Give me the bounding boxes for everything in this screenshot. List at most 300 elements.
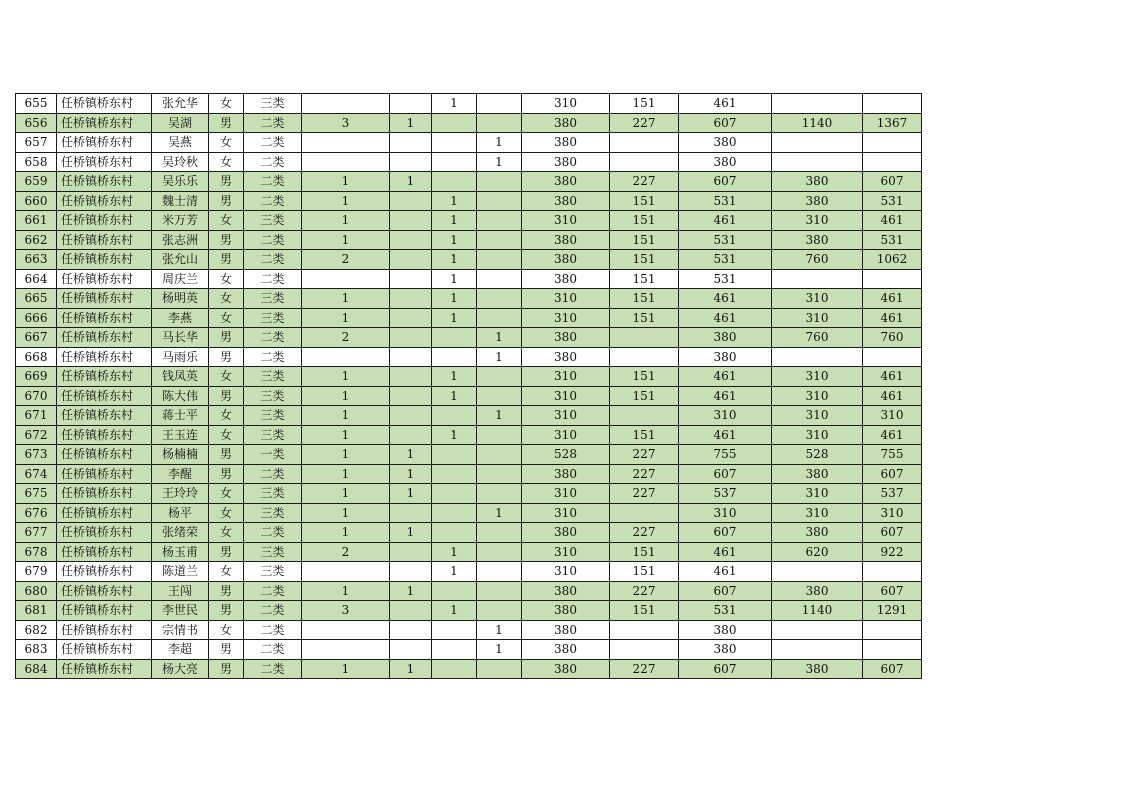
count-cell-1[interactable]: 1 [302, 523, 390, 543]
row-number-cell[interactable]: 665 [16, 289, 57, 309]
count-cell-2[interactable]: 1 [390, 523, 432, 543]
amount-cell-5[interactable] [863, 133, 922, 153]
count-cell-1[interactable]: 1 [302, 445, 390, 465]
amount-cell-5[interactable]: 531 [863, 230, 922, 250]
count-cell-1[interactable]: 2 [302, 328, 390, 348]
count-cell-4[interactable]: 1 [477, 133, 522, 153]
category-cell[interactable]: 二类 [244, 620, 302, 640]
count-cell-2[interactable] [390, 250, 432, 270]
village-cell[interactable]: 任桥镇桥东村 [57, 113, 152, 133]
row-number-cell[interactable]: 662 [16, 230, 57, 250]
amount-cell-2[interactable]: 151 [610, 386, 679, 406]
amount-cell-3[interactable]: 607 [679, 523, 772, 543]
amount-cell-1[interactable]: 310 [522, 386, 610, 406]
count-cell-3[interactable] [432, 659, 477, 679]
amount-cell-4[interactable]: 380 [772, 581, 863, 601]
count-cell-1[interactable]: 3 [302, 113, 390, 133]
amount-cell-5[interactable]: 922 [863, 542, 922, 562]
name-cell[interactable]: 李醒 [152, 464, 209, 484]
amount-cell-4[interactable]: 310 [772, 289, 863, 309]
amount-cell-2[interactable] [610, 503, 679, 523]
village-cell[interactable]: 任桥镇桥东村 [57, 230, 152, 250]
amount-cell-1[interactable]: 380 [522, 581, 610, 601]
name-cell[interactable]: 魏士清 [152, 191, 209, 211]
count-cell-3[interactable]: 1 [432, 308, 477, 328]
count-cell-3[interactable] [432, 133, 477, 153]
name-cell[interactable]: 杨楠楠 [152, 445, 209, 465]
name-cell[interactable]: 杨平 [152, 503, 209, 523]
amount-cell-1[interactable]: 310 [522, 484, 610, 504]
amount-cell-4[interactable]: 380 [772, 659, 863, 679]
village-cell[interactable]: 任桥镇桥东村 [57, 191, 152, 211]
village-cell[interactable]: 任桥镇桥东村 [57, 425, 152, 445]
category-cell[interactable]: 二类 [244, 347, 302, 367]
row-number-cell[interactable]: 660 [16, 191, 57, 211]
row-number-cell[interactable]: 681 [16, 601, 57, 621]
amount-cell-1[interactable]: 380 [522, 523, 610, 543]
category-cell[interactable]: 三类 [244, 503, 302, 523]
village-cell[interactable]: 任桥镇桥东村 [57, 328, 152, 348]
count-cell-3[interactable]: 1 [432, 94, 477, 114]
village-cell[interactable]: 任桥镇桥东村 [57, 464, 152, 484]
amount-cell-5[interactable] [863, 152, 922, 172]
name-cell[interactable]: 钱凤英 [152, 367, 209, 387]
name-cell[interactable]: 吴乐乐 [152, 172, 209, 192]
amount-cell-3[interactable]: 755 [679, 445, 772, 465]
row-number-cell[interactable]: 675 [16, 484, 57, 504]
village-cell[interactable]: 任桥镇桥东村 [57, 133, 152, 153]
count-cell-3[interactable]: 1 [432, 542, 477, 562]
gender-cell[interactable]: 女 [209, 425, 244, 445]
name-cell[interactable]: 周庆兰 [152, 269, 209, 289]
gender-cell[interactable]: 男 [209, 347, 244, 367]
row-number-cell[interactable]: 683 [16, 640, 57, 660]
amount-cell-3[interactable]: 607 [679, 172, 772, 192]
gender-cell[interactable]: 男 [209, 230, 244, 250]
count-cell-3[interactable] [432, 484, 477, 504]
name-cell[interactable]: 吴湖 [152, 113, 209, 133]
amount-cell-5[interactable]: 760 [863, 328, 922, 348]
amount-cell-2[interactable]: 227 [610, 464, 679, 484]
amount-cell-1[interactable]: 310 [522, 308, 610, 328]
amount-cell-5[interactable]: 755 [863, 445, 922, 465]
count-cell-4[interactable] [477, 269, 522, 289]
amount-cell-3[interactable]: 310 [679, 406, 772, 426]
gender-cell[interactable]: 女 [209, 503, 244, 523]
count-cell-1[interactable]: 1 [302, 308, 390, 328]
name-cell[interactable]: 蒋士平 [152, 406, 209, 426]
gender-cell[interactable]: 女 [209, 484, 244, 504]
count-cell-2[interactable] [390, 328, 432, 348]
amount-cell-1[interactable]: 380 [522, 230, 610, 250]
count-cell-2[interactable]: 1 [390, 445, 432, 465]
amount-cell-3[interactable]: 380 [679, 328, 772, 348]
count-cell-1[interactable]: 2 [302, 542, 390, 562]
count-cell-3[interactable]: 1 [432, 230, 477, 250]
village-cell[interactable]: 任桥镇桥东村 [57, 250, 152, 270]
row-number-cell[interactable]: 669 [16, 367, 57, 387]
amount-cell-4[interactable]: 380 [772, 172, 863, 192]
name-cell[interactable]: 张志洲 [152, 230, 209, 250]
count-cell-3[interactable]: 1 [432, 191, 477, 211]
count-cell-2[interactable] [390, 289, 432, 309]
amount-cell-2[interactable]: 151 [610, 425, 679, 445]
category-cell[interactable]: 三类 [244, 562, 302, 582]
amount-cell-5[interactable]: 607 [863, 523, 922, 543]
count-cell-1[interactable] [302, 133, 390, 153]
count-cell-2[interactable]: 1 [390, 581, 432, 601]
count-cell-4[interactable] [477, 562, 522, 582]
row-number-cell[interactable]: 679 [16, 562, 57, 582]
count-cell-2[interactable]: 1 [390, 172, 432, 192]
amount-cell-1[interactable]: 310 [522, 562, 610, 582]
count-cell-3[interactable] [432, 620, 477, 640]
count-cell-3[interactable] [432, 640, 477, 660]
amount-cell-3[interactable]: 531 [679, 250, 772, 270]
count-cell-4[interactable] [477, 445, 522, 465]
amount-cell-5[interactable]: 310 [863, 503, 922, 523]
count-cell-4[interactable] [477, 425, 522, 445]
amount-cell-4[interactable]: 310 [772, 386, 863, 406]
amount-cell-2[interactable]: 151 [610, 562, 679, 582]
count-cell-1[interactable]: 1 [302, 367, 390, 387]
count-cell-3[interactable]: 1 [432, 562, 477, 582]
amount-cell-3[interactable]: 607 [679, 581, 772, 601]
count-cell-3[interactable]: 1 [432, 425, 477, 445]
name-cell[interactable]: 张允华 [152, 94, 209, 114]
gender-cell[interactable]: 女 [209, 94, 244, 114]
gender-cell[interactable]: 男 [209, 172, 244, 192]
amount-cell-4[interactable]: 1140 [772, 113, 863, 133]
count-cell-1[interactable]: 1 [302, 289, 390, 309]
count-cell-4[interactable]: 1 [477, 347, 522, 367]
village-cell[interactable]: 任桥镇桥东村 [57, 308, 152, 328]
count-cell-2[interactable] [390, 347, 432, 367]
amount-cell-1[interactable]: 380 [522, 347, 610, 367]
row-number-cell[interactable]: 656 [16, 113, 57, 133]
count-cell-2[interactable] [390, 133, 432, 153]
amount-cell-5[interactable]: 461 [863, 289, 922, 309]
amount-cell-5[interactable]: 607 [863, 659, 922, 679]
category-cell[interactable]: 三类 [244, 542, 302, 562]
name-cell[interactable]: 陈道兰 [152, 562, 209, 582]
category-cell[interactable]: 二类 [244, 230, 302, 250]
row-number-cell[interactable]: 657 [16, 133, 57, 153]
count-cell-2[interactable] [390, 94, 432, 114]
amount-cell-4[interactable]: 760 [772, 250, 863, 270]
row-number-cell[interactable]: 674 [16, 464, 57, 484]
amount-cell-2[interactable]: 151 [610, 308, 679, 328]
count-cell-1[interactable]: 1 [302, 581, 390, 601]
count-cell-4[interactable]: 1 [477, 503, 522, 523]
amount-cell-1[interactable]: 380 [522, 620, 610, 640]
category-cell[interactable]: 三类 [244, 484, 302, 504]
count-cell-1[interactable]: 1 [302, 659, 390, 679]
count-cell-2[interactable]: 1 [390, 113, 432, 133]
amount-cell-3[interactable]: 461 [679, 289, 772, 309]
name-cell[interactable]: 张绪荣 [152, 523, 209, 543]
count-cell-3[interactable]: 1 [432, 386, 477, 406]
village-cell[interactable]: 任桥镇桥东村 [57, 484, 152, 504]
name-cell[interactable]: 李超 [152, 640, 209, 660]
count-cell-4[interactable] [477, 542, 522, 562]
category-cell[interactable]: 二类 [244, 601, 302, 621]
count-cell-1[interactable]: 3 [302, 601, 390, 621]
village-cell[interactable]: 任桥镇桥东村 [57, 640, 152, 660]
amount-cell-3[interactable]: 531 [679, 230, 772, 250]
row-number-cell[interactable]: 663 [16, 250, 57, 270]
amount-cell-4[interactable]: 528 [772, 445, 863, 465]
count-cell-3[interactable] [432, 503, 477, 523]
village-cell[interactable]: 任桥镇桥东村 [57, 581, 152, 601]
amount-cell-3[interactable]: 380 [679, 347, 772, 367]
amount-cell-2[interactable]: 227 [610, 523, 679, 543]
row-number-cell[interactable]: 680 [16, 581, 57, 601]
amount-cell-2[interactable]: 227 [610, 581, 679, 601]
amount-cell-3[interactable]: 531 [679, 191, 772, 211]
row-number-cell[interactable]: 659 [16, 172, 57, 192]
name-cell[interactable]: 宗情书 [152, 620, 209, 640]
amount-cell-5[interactable]: 537 [863, 484, 922, 504]
count-cell-2[interactable] [390, 425, 432, 445]
row-number-cell[interactable]: 677 [16, 523, 57, 543]
count-cell-4[interactable]: 1 [477, 328, 522, 348]
amount-cell-1[interactable]: 310 [522, 289, 610, 309]
count-cell-4[interactable] [477, 94, 522, 114]
name-cell[interactable]: 马长华 [152, 328, 209, 348]
amount-cell-4[interactable]: 760 [772, 328, 863, 348]
count-cell-1[interactable] [302, 640, 390, 660]
gender-cell[interactable]: 女 [209, 562, 244, 582]
row-number-cell[interactable]: 672 [16, 425, 57, 445]
amount-cell-1[interactable]: 380 [522, 464, 610, 484]
amount-cell-4[interactable] [772, 640, 863, 660]
count-cell-2[interactable]: 1 [390, 464, 432, 484]
count-cell-1[interactable] [302, 562, 390, 582]
count-cell-4[interactable] [477, 581, 522, 601]
village-cell[interactable]: 任桥镇桥东村 [57, 289, 152, 309]
amount-cell-4[interactable]: 310 [772, 308, 863, 328]
count-cell-4[interactable]: 1 [477, 152, 522, 172]
amount-cell-2[interactable]: 151 [610, 367, 679, 387]
count-cell-4[interactable] [477, 601, 522, 621]
amount-cell-1[interactable]: 380 [522, 328, 610, 348]
category-cell[interactable]: 二类 [244, 191, 302, 211]
row-number-cell[interactable]: 655 [16, 94, 57, 114]
amount-cell-3[interactable]: 380 [679, 152, 772, 172]
gender-cell[interactable]: 男 [209, 250, 244, 270]
amount-cell-5[interactable] [863, 640, 922, 660]
amount-cell-2[interactable]: 151 [610, 191, 679, 211]
category-cell[interactable]: 二类 [244, 269, 302, 289]
amount-cell-2[interactable]: 151 [610, 269, 679, 289]
count-cell-1[interactable] [302, 152, 390, 172]
amount-cell-5[interactable]: 1367 [863, 113, 922, 133]
village-cell[interactable]: 任桥镇桥东村 [57, 347, 152, 367]
count-cell-2[interactable] [390, 503, 432, 523]
amount-cell-3[interactable]: 380 [679, 620, 772, 640]
name-cell[interactable]: 张允山 [152, 250, 209, 270]
amount-cell-2[interactable] [610, 347, 679, 367]
category-cell[interactable]: 二类 [244, 250, 302, 270]
name-cell[interactable]: 米万芳 [152, 211, 209, 231]
village-cell[interactable]: 任桥镇桥东村 [57, 601, 152, 621]
amount-cell-1[interactable]: 310 [522, 503, 610, 523]
count-cell-4[interactable] [477, 250, 522, 270]
amount-cell-4[interactable] [772, 620, 863, 640]
amount-cell-2[interactable] [610, 620, 679, 640]
amount-cell-1[interactable]: 380 [522, 601, 610, 621]
count-cell-2[interactable] [390, 230, 432, 250]
category-cell[interactable]: 二类 [244, 152, 302, 172]
name-cell[interactable]: 王玲玲 [152, 484, 209, 504]
count-cell-4[interactable]: 1 [477, 406, 522, 426]
village-cell[interactable]: 任桥镇桥东村 [57, 269, 152, 289]
gender-cell[interactable]: 女 [209, 367, 244, 387]
amount-cell-4[interactable] [772, 269, 863, 289]
count-cell-2[interactable] [390, 620, 432, 640]
amount-cell-5[interactable]: 461 [863, 211, 922, 231]
village-cell[interactable]: 任桥镇桥东村 [57, 152, 152, 172]
count-cell-2[interactable] [390, 191, 432, 211]
amount-cell-4[interactable]: 380 [772, 464, 863, 484]
gender-cell[interactable]: 女 [209, 211, 244, 231]
village-cell[interactable]: 任桥镇桥东村 [57, 406, 152, 426]
count-cell-1[interactable]: 2 [302, 250, 390, 270]
amount-cell-1[interactable]: 380 [522, 659, 610, 679]
gender-cell[interactable]: 男 [209, 328, 244, 348]
amount-cell-3[interactable]: 531 [679, 269, 772, 289]
gender-cell[interactable]: 女 [209, 152, 244, 172]
count-cell-1[interactable]: 1 [302, 406, 390, 426]
amount-cell-2[interactable] [610, 406, 679, 426]
name-cell[interactable]: 李世民 [152, 601, 209, 621]
count-cell-2[interactable] [390, 269, 432, 289]
village-cell[interactable]: 任桥镇桥东村 [57, 367, 152, 387]
category-cell[interactable]: 三类 [244, 367, 302, 387]
village-cell[interactable]: 任桥镇桥东村 [57, 94, 152, 114]
gender-cell[interactable]: 女 [209, 133, 244, 153]
count-cell-4[interactable] [477, 367, 522, 387]
amount-cell-5[interactable] [863, 94, 922, 114]
amount-cell-2[interactable] [610, 133, 679, 153]
count-cell-3[interactable]: 1 [432, 211, 477, 231]
amount-cell-3[interactable]: 461 [679, 386, 772, 406]
count-cell-1[interactable]: 1 [302, 230, 390, 250]
count-cell-1[interactable]: 1 [302, 191, 390, 211]
gender-cell[interactable]: 男 [209, 640, 244, 660]
amount-cell-3[interactable]: 461 [679, 425, 772, 445]
gender-cell[interactable]: 男 [209, 542, 244, 562]
category-cell[interactable]: 三类 [244, 289, 302, 309]
count-cell-1[interactable]: 1 [302, 425, 390, 445]
count-cell-3[interactable]: 1 [432, 250, 477, 270]
amount-cell-2[interactable]: 227 [610, 172, 679, 192]
category-cell[interactable]: 二类 [244, 328, 302, 348]
village-cell[interactable]: 任桥镇桥东村 [57, 542, 152, 562]
count-cell-1[interactable]: 1 [302, 503, 390, 523]
amount-cell-2[interactable]: 151 [610, 289, 679, 309]
gender-cell[interactable]: 女 [209, 406, 244, 426]
amount-cell-5[interactable]: 607 [863, 464, 922, 484]
village-cell[interactable]: 任桥镇桥东村 [57, 503, 152, 523]
gender-cell[interactable]: 女 [209, 269, 244, 289]
village-cell[interactable]: 任桥镇桥东村 [57, 211, 152, 231]
count-cell-4[interactable]: 1 [477, 640, 522, 660]
gender-cell[interactable]: 女 [209, 620, 244, 640]
amount-cell-1[interactable]: 380 [522, 640, 610, 660]
count-cell-3[interactable] [432, 445, 477, 465]
amount-cell-1[interactable]: 310 [522, 211, 610, 231]
amount-cell-3[interactable]: 461 [679, 542, 772, 562]
count-cell-1[interactable]: 1 [302, 172, 390, 192]
gender-cell[interactable]: 男 [209, 581, 244, 601]
gender-cell[interactable]: 男 [209, 445, 244, 465]
gender-cell[interactable]: 男 [209, 191, 244, 211]
count-cell-4[interactable] [477, 484, 522, 504]
amount-cell-4[interactable] [772, 152, 863, 172]
amount-cell-4[interactable] [772, 562, 863, 582]
count-cell-4[interactable] [477, 113, 522, 133]
amount-cell-2[interactable]: 151 [610, 542, 679, 562]
count-cell-2[interactable] [390, 211, 432, 231]
count-cell-2[interactable]: 1 [390, 484, 432, 504]
count-cell-3[interactable] [432, 172, 477, 192]
amount-cell-1[interactable]: 380 [522, 191, 610, 211]
amount-cell-5[interactable]: 607 [863, 581, 922, 601]
amount-cell-1[interactable]: 310 [522, 94, 610, 114]
amount-cell-5[interactable] [863, 347, 922, 367]
village-cell[interactable]: 任桥镇桥东村 [57, 523, 152, 543]
amount-cell-4[interactable]: 310 [772, 484, 863, 504]
amount-cell-5[interactable]: 461 [863, 367, 922, 387]
count-cell-4[interactable] [477, 659, 522, 679]
amount-cell-5[interactable]: 1291 [863, 601, 922, 621]
amount-cell-1[interactable]: 380 [522, 269, 610, 289]
amount-cell-3[interactable]: 310 [679, 503, 772, 523]
name-cell[interactable]: 杨玉甫 [152, 542, 209, 562]
count-cell-3[interactable]: 1 [432, 269, 477, 289]
name-cell[interactable]: 马雨乐 [152, 347, 209, 367]
category-cell[interactable]: 三类 [244, 406, 302, 426]
amount-cell-4[interactable]: 310 [772, 211, 863, 231]
gender-cell[interactable]: 女 [209, 523, 244, 543]
gender-cell[interactable]: 女 [209, 289, 244, 309]
count-cell-1[interactable]: 1 [302, 211, 390, 231]
count-cell-3[interactable] [432, 152, 477, 172]
count-cell-3[interactable] [432, 406, 477, 426]
count-cell-1[interactable]: 1 [302, 464, 390, 484]
amount-cell-3[interactable]: 461 [679, 94, 772, 114]
amount-cell-3[interactable]: 461 [679, 367, 772, 387]
amount-cell-1[interactable]: 310 [522, 542, 610, 562]
amount-cell-4[interactable]: 620 [772, 542, 863, 562]
row-number-cell[interactable]: 666 [16, 308, 57, 328]
count-cell-4[interactable]: 1 [477, 620, 522, 640]
count-cell-1[interactable] [302, 347, 390, 367]
count-cell-3[interactable] [432, 523, 477, 543]
category-cell[interactable]: 二类 [244, 172, 302, 192]
amount-cell-4[interactable] [772, 347, 863, 367]
category-cell[interactable]: 二类 [244, 640, 302, 660]
count-cell-4[interactable] [477, 230, 522, 250]
village-cell[interactable]: 任桥镇桥东村 [57, 620, 152, 640]
village-cell[interactable]: 任桥镇桥东村 [57, 659, 152, 679]
village-cell[interactable]: 任桥镇桥东村 [57, 386, 152, 406]
gender-cell[interactable]: 男 [209, 386, 244, 406]
amount-cell-2[interactable]: 151 [610, 230, 679, 250]
amount-cell-3[interactable]: 461 [679, 562, 772, 582]
